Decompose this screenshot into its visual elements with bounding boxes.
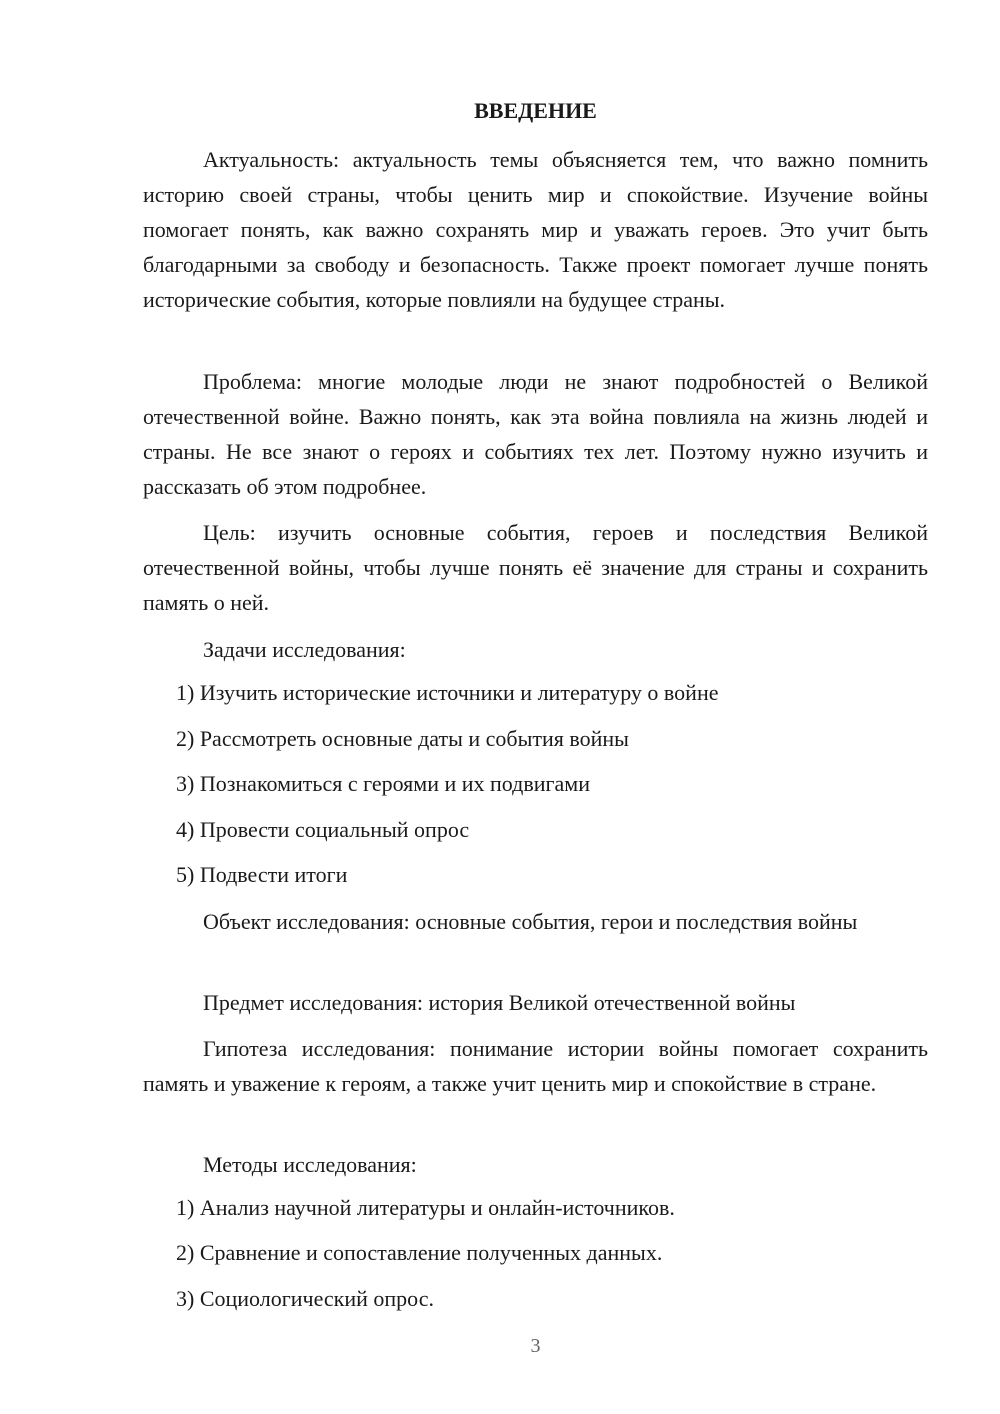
object-paragraph: Объект исследования: основные события, герои и последствия войны [203, 909, 858, 934]
document-page [143, 0, 928, 1414]
task-item-2: 2) Рассмотреть основные даты и события войны [176, 726, 629, 751]
subject-paragraph: Предмет исследования: история Великой отечественной войны [203, 990, 796, 1015]
relevance-paragraph: Актуальность: актуальность темы объясняется тем, что важно помнить историю своей страны, чтобы ценить мир и спокойствие. Изучение войны помогает понять, как важно сохранять мир и уважать героев. Это учит быть благодарными за свободу и безопасность. Также проект помогает лучше понять исторические события, которые повлияли на будущее страны. [143, 147, 928, 312]
tasks-heading: Задачи исследования: [203, 637, 406, 662]
methods-heading: Методы исследования: [203, 1152, 417, 1177]
problem-paragraph: Проблема: многие молодые люди не знают подробностей о Великой отечественной войне. Важно понять, как эта война повлияла на жизнь людей и страны. Не все знают о героях и событиях тех лет. Поэтому нужно изучить и рассказать об этом подробнее. [143, 369, 928, 499]
task-item-5: 5) Подвести итоги [176, 862, 348, 887]
page-number: 3 [530, 1335, 541, 1357]
method-item-1: 1) Анализ научной литературы и онлайн-источников. [176, 1195, 675, 1220]
method-item-3: 3) Социологический опрос. [176, 1286, 434, 1311]
section-title: ВВЕДЕНИЕ [474, 98, 597, 123]
task-item-4: 4) Провести социальный опрос [176, 817, 470, 842]
hypothesis-paragraph: Гипотеза исследования: понимание истории войны помогает сохранить память и уважение к героям, а также учит ценить мир и спокойствие в стране. [143, 1036, 928, 1096]
method-item-2: 2) Сравнение и сопоставление полученных данных. [176, 1240, 663, 1265]
task-item-3: 3) Познакомиться с героями и их подвигами [176, 771, 591, 796]
task-item-1: 1) Изучить исторические источники и литературу о войне [176, 680, 719, 705]
goal-paragraph: Цель: изучить основные события, героев и последствия Великой отечественной войны, чтобы лучше понять её значение для страны и сохранить память о ней. [143, 520, 928, 615]
